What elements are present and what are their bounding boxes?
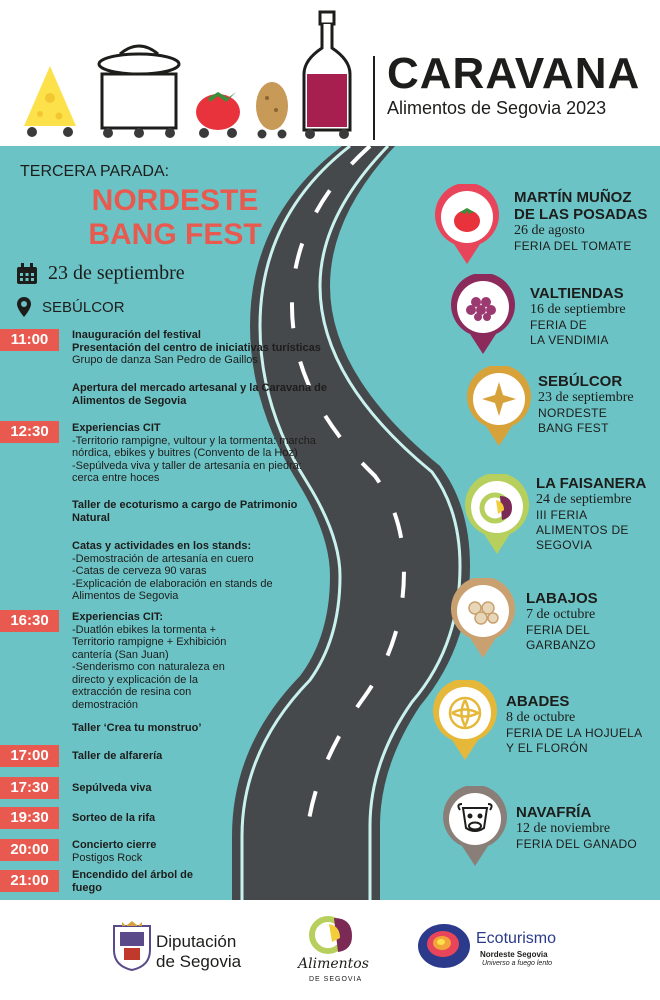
stop-fair: III FERIA ALIMENTOS DE SEGOVIA — [536, 508, 629, 552]
schedule-title: Experiencias CIT: — [72, 611, 164, 623]
pin-pastry — [430, 680, 500, 764]
stop-name: LABAJOS — [526, 590, 598, 607]
schedule-title: Taller de ecoturismo a cargo de Patrimonio Natural — [72, 499, 298, 524]
stop-labajos — [526, 590, 598, 653]
event-place-text: SEBÚLCOR — [42, 298, 125, 316]
stop-navafria — [516, 804, 637, 852]
diputacion-line2: de Segovia — [156, 952, 242, 971]
schedule-title: Encendido del árbol de fuego — [72, 869, 194, 894]
ecoturismo-tag: Universo a fuego lento — [482, 960, 553, 967]
schedule-title: Concierto cierre — [72, 839, 157, 851]
festival-name: NORDESTE BANG FEST — [88, 184, 262, 251]
tomato-icon — [192, 82, 248, 140]
pin-grapes — [448, 274, 518, 358]
ecoturismo-sub: Nordeste Segovia — [480, 950, 548, 959]
schedule-title: Taller ‘Crea tu monstruo’ — [72, 722, 202, 734]
schedule-item — [72, 422, 372, 485]
schedule-item — [72, 540, 372, 603]
time-badge: 16:30 — [0, 610, 59, 632]
page-title: CARAVANA — [387, 49, 641, 98]
pin-cow — [440, 786, 510, 870]
time-badge: 11:00 — [0, 329, 59, 351]
pot-icon — [94, 40, 184, 140]
stop-date: 7 de octubre — [526, 607, 596, 622]
time-badge: 20:00 — [0, 839, 59, 861]
event-date-text: 23 de septiembre — [48, 262, 185, 284]
potato-icon — [252, 76, 292, 140]
diputacion-shield-icon — [112, 920, 152, 972]
stop-martin-munoz — [514, 189, 647, 254]
ecoturismo-logo-icon — [416, 922, 472, 970]
time-badge: 21:00 — [0, 870, 59, 892]
cheese-icon — [20, 62, 80, 140]
schedule-desc: -Duatlón ebikes la tormenta + Territorio rampigne + Exhibición cantería (San Juan) -Senderismo con naturaleza en directo y explicación de la extracción de resina con demostración — [72, 623, 227, 711]
schedule-item — [72, 812, 372, 825]
schedule-title: Taller de alfarería — [72, 750, 163, 762]
header — [0, 0, 660, 146]
stop-name: VALTIENDAS — [530, 285, 624, 302]
wine-bottle-icon — [298, 8, 358, 140]
stop-date: 12 de noviembre — [516, 821, 611, 836]
alimentos-brand: Alimentos — [298, 956, 369, 972]
schedule-title: Sepúlveda viva — [72, 782, 152, 794]
schedule-item — [72, 329, 372, 367]
schedule-item — [72, 382, 372, 407]
stop-abades — [506, 693, 642, 756]
stop-name: LA FAISANERA — [536, 475, 647, 492]
schedule-item — [72, 839, 372, 864]
event-place — [16, 296, 125, 318]
stop-fair: FERIA DE LA HOJUELA Y EL FLORÓN — [506, 726, 643, 755]
schedule-desc: Grupo de danza San Pedro de Gaillos — [72, 354, 258, 366]
stop-name: ABADES — [506, 693, 570, 710]
stop-date: 24 de septiembre — [536, 492, 632, 507]
stop-fair: FERIA DEL GARBANZO — [526, 623, 596, 652]
pin-tomato — [432, 184, 502, 268]
time-badge: 19:30 — [0, 807, 59, 829]
schedule-item — [72, 611, 372, 711]
stage-label: TERCERA PARADA: — [20, 163, 170, 180]
ecoturismo-title: Ecoturismo — [476, 930, 557, 947]
time-badge: 17:30 — [0, 777, 59, 799]
schedule-title: Catas y actividades en los stands: — [72, 540, 252, 552]
title-divider — [373, 56, 375, 140]
stop-date: 16 de septiembre — [530, 302, 626, 317]
schedule-title: Sorteo de la rifa — [72, 812, 156, 824]
schedule-desc: -Demostración de artesanía en cuero -Catas de cerveza 90 varas -Explicación de elaboración en stands de Alimentos de Segovia — [72, 552, 273, 602]
stop-fair: FERIA DEL GANADO — [516, 837, 638, 851]
stop-fair: NORDESTE BANG FEST — [538, 406, 609, 435]
schedule-title: Experiencias CIT — [72, 422, 161, 434]
stop-fair: FERIA DE LA VENDIMIA — [530, 318, 609, 347]
schedule-title: Inauguración del festival Presentación del centro de iniciativas turísticas — [72, 329, 321, 354]
alimentos-sub: DE SEGOVIA — [309, 976, 363, 983]
schedule-item — [72, 722, 372, 735]
schedule-item — [72, 750, 372, 763]
diputacion-line1: Diputación — [156, 932, 237, 951]
stop-date: 8 de octubre — [506, 710, 576, 725]
stop-date: 23 de septiembre — [538, 390, 634, 405]
pin-chickpea — [448, 578, 518, 662]
footer — [0, 900, 660, 1000]
stop-name: NAVAFRÍA — [516, 804, 592, 821]
location-pin-icon — [16, 296, 32, 318]
calendar-icon — [16, 263, 38, 285]
schedule-title: Apertura del mercado artesanal y la Caravana de Alimentos de Segovia — [72, 382, 327, 407]
time-badge: 12:30 — [0, 421, 59, 443]
schedule-desc: -Territorio rampigne, vultour y la tormenta: marcha nórdica, ebikes y buitres (Convento de la Hoz) -Sepúlveda viva y taller de artesanía en piedra: cerca entre hoces — [72, 434, 316, 484]
stop-valtiendas — [530, 285, 626, 348]
stop-date: 26 de agosto — [514, 223, 585, 238]
page-subtitle: Alimentos de Segovia 2023 — [387, 98, 607, 118]
stop-sebulcor — [538, 373, 634, 436]
stop-name: SEBÚLCOR — [538, 373, 623, 390]
schedule-item — [72, 869, 372, 894]
pin-alimentos — [462, 474, 532, 558]
pin-star — [464, 366, 534, 450]
event-date — [16, 262, 185, 285]
stop-name: MARTÍN MUÑOZ DE LAS POSADAS — [514, 189, 648, 223]
schedule-item — [72, 782, 372, 795]
stop-la-faisanera — [536, 475, 646, 553]
time-badge: 17:00 — [0, 745, 59, 767]
diputacion-name — [156, 932, 241, 972]
stop-fair: FERIA DEL TOMATE — [514, 239, 632, 253]
schedule-desc: Postigos Rock — [72, 851, 143, 864]
schedule-item — [72, 499, 372, 524]
alimentos-logo-icon — [306, 908, 356, 958]
